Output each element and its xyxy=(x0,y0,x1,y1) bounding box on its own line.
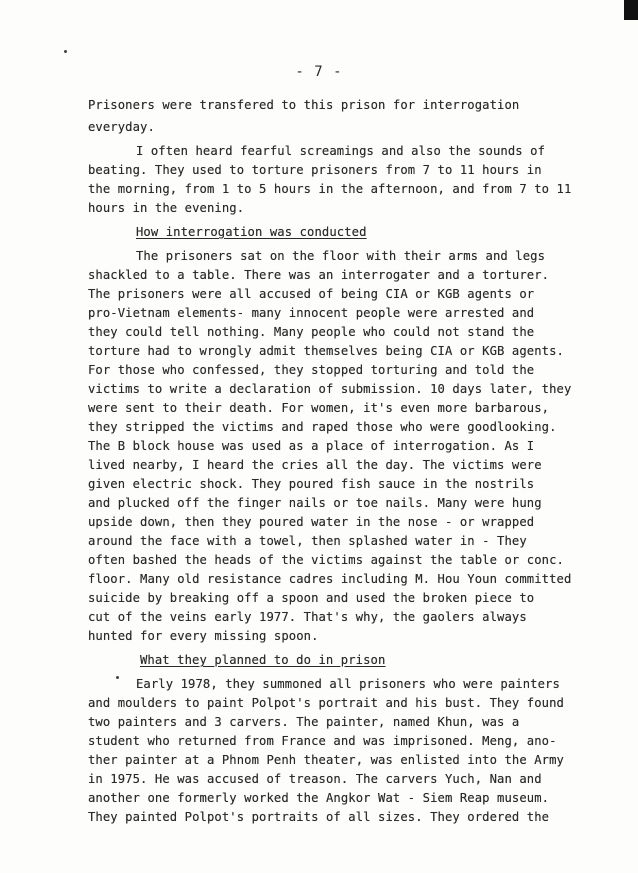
text-line: and plucked off the finger nails or toe nails. Many were hung xyxy=(88,496,542,510)
text-line: around the face with a towel, then splashed water in - They xyxy=(88,534,527,548)
section-heading-interrogation: How interrogation was conducted xyxy=(136,225,367,239)
text-line: everyday. xyxy=(88,120,155,134)
section-heading-prison-plans: What they planned to do in prison xyxy=(140,653,386,667)
scan-corner-mark xyxy=(624,0,638,20)
text-line: hunted for every missing spoon. xyxy=(88,629,319,643)
text-line: two painters and 3 carvers. The painter, named Khun, was a xyxy=(88,715,520,729)
text-line: ther painter at a Phnom Penh theater, was enlisted into the Army xyxy=(88,753,564,767)
text-line: beating. They used to torture prisoners from 7 to 11 hours in xyxy=(88,163,542,177)
text-line: The prisoners were all accused of being CIA or KGB agents or xyxy=(88,287,535,301)
text-line: and moulders to paint Polpot's portrait and his bust. They found xyxy=(88,696,564,710)
text-line: student who returned from France and was imprisoned. Meng, ano- xyxy=(88,734,557,748)
text-line: torture had to wrongly admit themselves being CIA or KGB agents. xyxy=(88,344,564,358)
text-line: They painted Polpot's portraits of all sizes. They ordered the xyxy=(88,810,550,824)
text-line: often bashed the heads of the victims against the table or conc. xyxy=(88,553,564,567)
text-line: upside down, then they poured water in the nose - or wrapped xyxy=(88,515,535,529)
text-line: For those who confessed, they stopped torturing and told the xyxy=(88,363,535,377)
text-line: they stripped the victims and raped those who were goodlooking. xyxy=(88,420,557,434)
text-line: another one formerly worked the Angkor Wat - Siem Reap museum. xyxy=(88,791,550,805)
text-line: I often heard fearful screamings and also the sounds of xyxy=(136,144,546,158)
text-line: in 1975. He was accused of treason. The carvers Yuch, Nan and xyxy=(88,772,542,786)
page-number: - 7 - xyxy=(295,64,343,80)
text-line: The prisoners sat on the floor with their arms and legs xyxy=(136,249,546,263)
text-line: given electric shock. They poured fish sauce in the nostrils xyxy=(88,477,535,491)
text-line: suicide by breaking off a spoon and used the broken piece to xyxy=(88,591,535,605)
text-line: Early 1978, they summoned all prisoners who were painters xyxy=(136,677,560,691)
text-line: cut of the veins early 1977. That's why, the gaolers always xyxy=(88,610,527,624)
text-line: lived nearby, I heard the cries all the day. The victims were xyxy=(88,458,542,472)
text-line: were sent to their death. For women, it's even more barbarous, xyxy=(88,401,550,415)
text-line: victims to write a declaration of submission. 10 days later, they xyxy=(88,382,572,396)
scan-speck xyxy=(64,50,67,53)
text-line: Prisoners were transfered to this prison for interrogation xyxy=(88,98,520,112)
text-line: the morning, from 1 to 5 hours in the afternoon, and from 7 to 11 xyxy=(88,182,572,196)
text-line: they could tell nothing. Many people who could not stand the xyxy=(88,325,535,339)
scan-speck xyxy=(116,676,119,679)
text-line: shackled to a table. There was an interrogater and a torturer. xyxy=(88,268,550,282)
text-line: pro-Vietnam elements- many innocent people were arrested and xyxy=(88,306,535,320)
text-line: The B block house was used as a place of interrogation. As I xyxy=(88,439,535,453)
text-line: floor. Many old resistance cadres including M. Hou Youn committed xyxy=(88,572,572,586)
text-line: hours in the evening. xyxy=(88,201,245,215)
